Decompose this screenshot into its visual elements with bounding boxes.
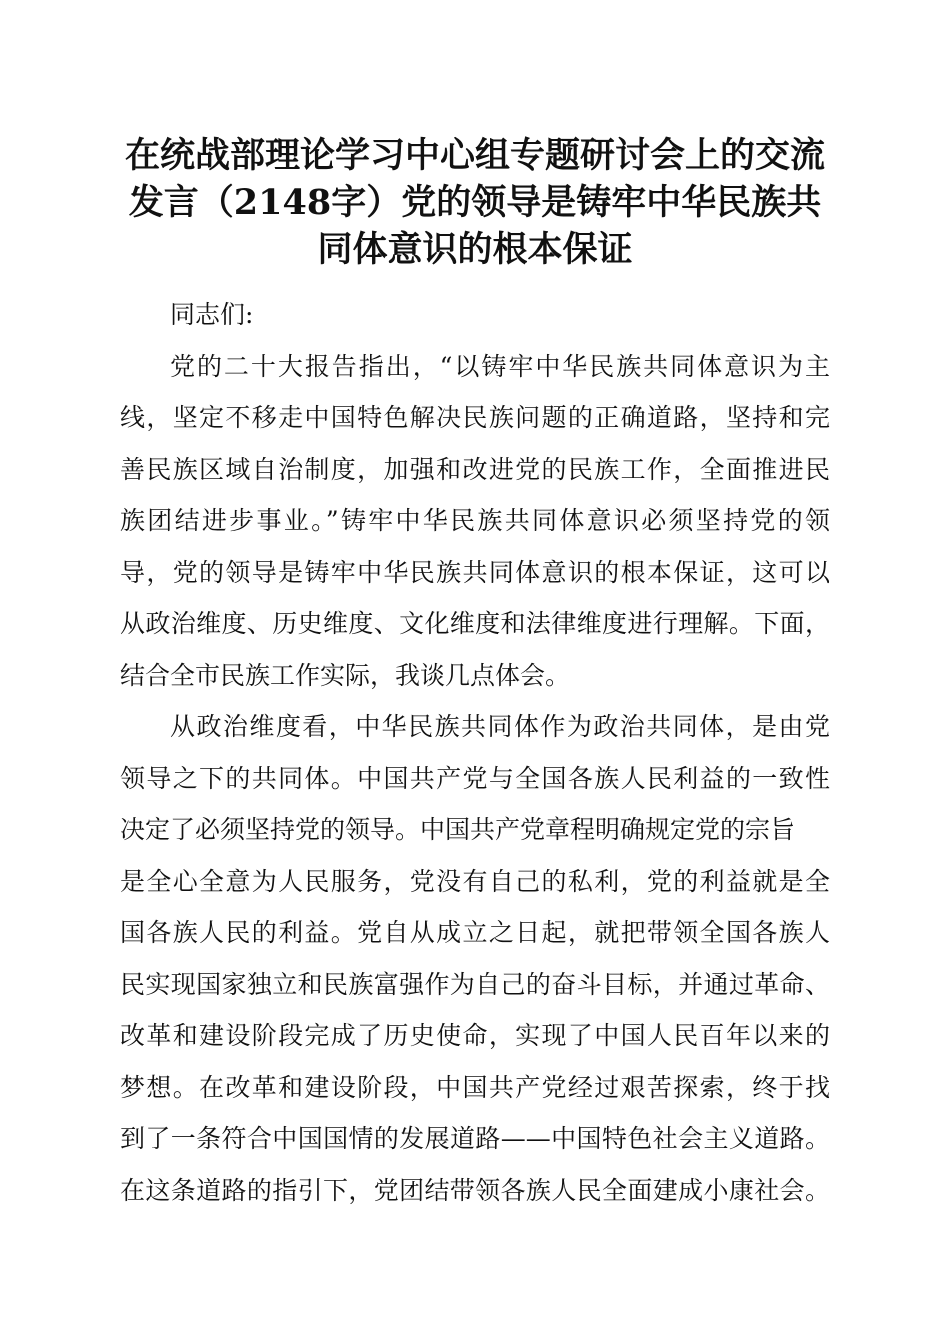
paragraph-2-line-9: 到了一条符合中国国情的发展道路——中国特色社会主义道路。 bbox=[120, 1124, 830, 1153]
paragraph-2-line-7: 改革和建设阶段完成了历史使命，实现了中国人民百年以来的 bbox=[120, 1021, 830, 1050]
paragraph-2-line-8: 梦想。在改革和建设阶段，中国共产党经过艰苦探索，终于找 bbox=[120, 1072, 830, 1102]
title-line-1: 在统战部理论学习中心组专题研讨会上的交流 bbox=[124, 135, 825, 176]
paragraph-1 bbox=[120, 341, 830, 702]
title-line-3: 同体意识的根本保证 bbox=[317, 229, 633, 270]
paragraph-1-line-3: 善民族区域自治制度，加强和改进党的民族工作，全面推进民 bbox=[120, 454, 830, 484]
document-title bbox=[110, 132, 840, 273]
paragraph-2-line-10: 在这条道路的指引下，党团结带领各族人民全面建成小康社会。 bbox=[120, 1175, 830, 1205]
paragraph-1-line-1: 党的二十大报告指出，“以铸牢中华民族共同体意识为主 bbox=[170, 351, 830, 381]
paragraph-1-line-2: 线，坚定不移走中国特色解决民族问题的正确道路，坚持和完 bbox=[120, 403, 830, 432]
title-line-2: 发言（2148字）党的领导是铸牢中华民族共 bbox=[128, 182, 822, 223]
document-body bbox=[120, 289, 830, 1216]
salutation: 同志们: bbox=[170, 300, 254, 329]
paragraph-2-line-4: 是全心全意为人民服务，党没有自己的私利，党的利益就是全 bbox=[120, 866, 830, 896]
paragraph-1-line-4: 族团结进步事业。”铸牢中华民族共同体意识必须坚持党的领 bbox=[120, 506, 830, 535]
paragraph-2-line-5: 国各族人民的利益。党自从成立之日起，就把带领全国各族人 bbox=[120, 918, 830, 947]
paragraph-1-line-6: 从政治维度、历史维度、文化维度和法律维度进行理解。下面， bbox=[120, 609, 830, 638]
paragraph-2 bbox=[120, 701, 830, 1216]
paragraph-1-line-7: 结合全市民族工作实际，我谈几点体会。 bbox=[120, 660, 571, 690]
paragraph-2-line-6: 民实现国家独立和民族富强作为自己的奋斗目标，并通过革命、 bbox=[120, 969, 830, 999]
paragraph-1-line-5: 导，党的领导是铸牢中华民族共同体意识的根本保证，这可以 bbox=[120, 557, 830, 587]
paragraph-2-line-2: 领导之下的共同体。中国共产党与全国各族人民利益的一致性 bbox=[120, 763, 830, 793]
paragraph-2-line-3: 决定了必须坚持党的领导。中国共产党章程明确规定党的宗旨 bbox=[120, 815, 796, 844]
paragraph-2-line-1: 从政治维度看，中华民族共同体作为政治共同体，是由党 bbox=[170, 712, 830, 741]
